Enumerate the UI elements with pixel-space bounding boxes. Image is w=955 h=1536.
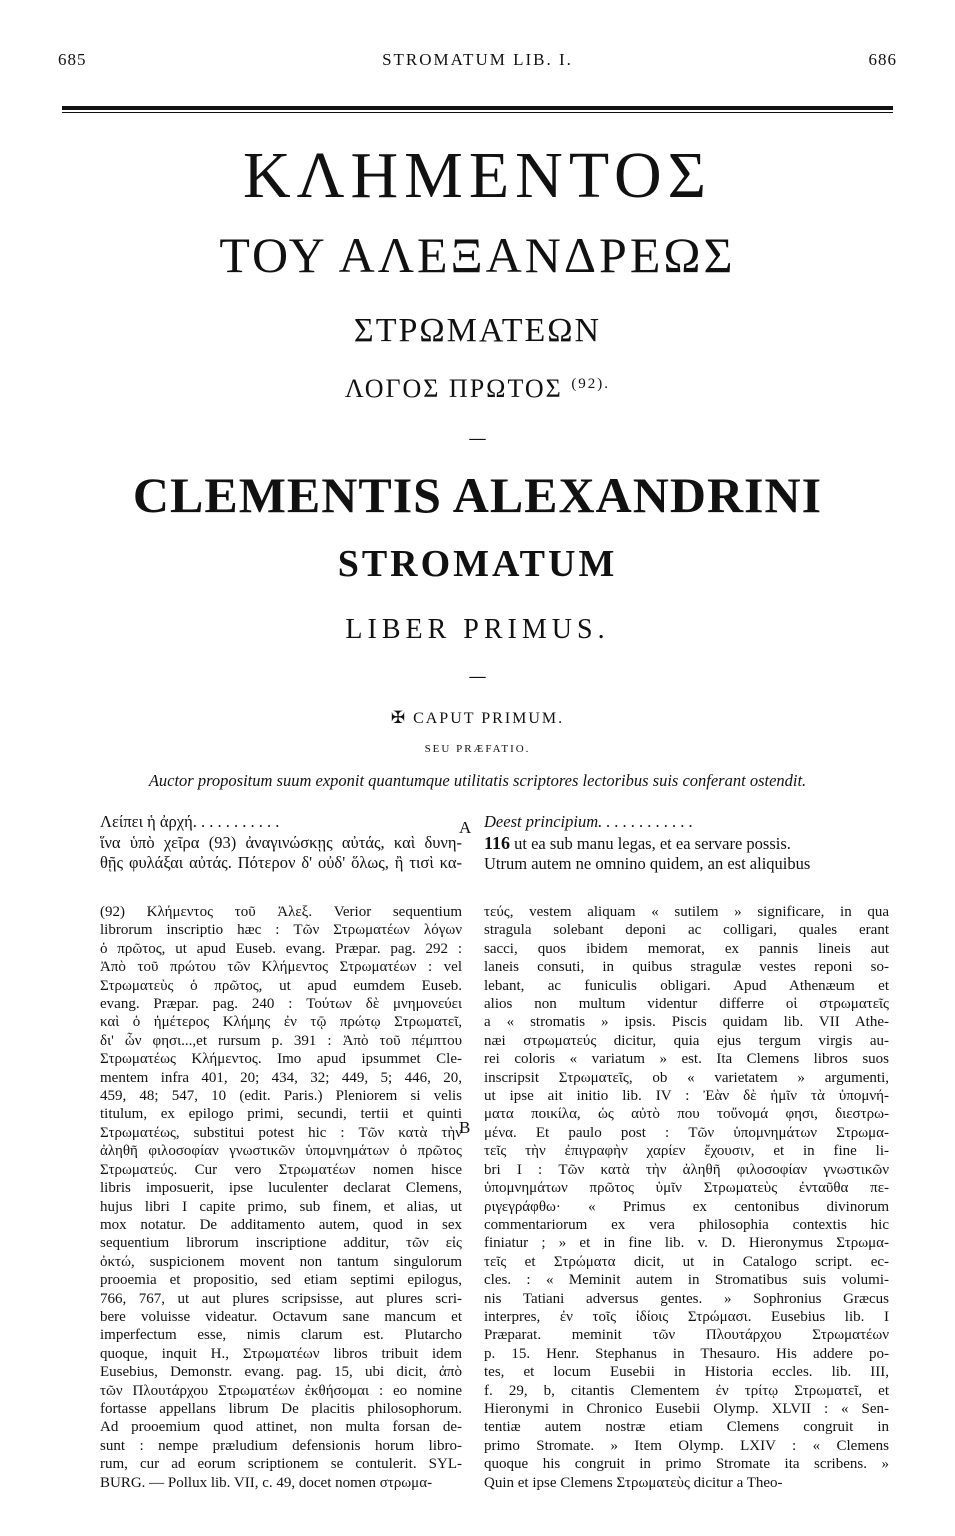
greek-line: Λείπει ἡ ἀρχή. . . . . . . . . . . <box>100 812 280 831</box>
footnote-line: libris imposuerit, ipse luculenter declarat Clemens, <box>100 1180 462 1197</box>
footnote-line: hujus libri I capite primo, sub finem, et alias, ut <box>100 1198 462 1215</box>
footnote-line: alios non multum videntur differre οἱ στρωματεῖς <box>484 996 889 1013</box>
page-number-left: 685 <box>58 50 87 69</box>
title-separator-dash-2: — <box>468 666 487 687</box>
footnote-line: Quin et ipse Clemens Στρωματεὺς dicitur a Theo- <box>484 1474 783 1491</box>
footnote-line: Στρωματέως, substitui potest hic : Τῶν κατὰ τὴν <box>100 1124 462 1141</box>
greek-book-title <box>0 374 955 404</box>
footnote-line: tes, et locum Eusebii in Historia eccles. lib. III, <box>484 1364 889 1381</box>
footnote-line: prooemia et propositio, sed etiam septimi epilogus, <box>100 1272 462 1289</box>
footnote-line: Ἀπὸ τοῦ πρώτου τῶν Κλήμεντος Στρωματέων : vel <box>100 959 462 976</box>
cross-icon: ✠ <box>390 708 408 727</box>
footnote-line: ἀληθῆ φιλοσοφίαν γνωστικῶν ὑπομνημάτων ὁ πρῶτος <box>100 1143 462 1160</box>
latin-text-column <box>484 812 889 875</box>
footnote-line: ὁ πρῶτος, ut apud Euseb. evang. Præpar. pag. 292 : <box>100 940 462 957</box>
latin-book-title: LIBER PRIMUS. <box>345 614 610 645</box>
footnotes-left-column <box>100 903 462 1492</box>
footnote-line: nis Tatiani adversus gentes. » Sophronius Græcus <box>484 1290 889 1307</box>
footnote-line: laneis consuti, in quibus stragulæ vestes reponi so- <box>484 959 889 976</box>
footnote-line: bere voluisse videatur. Octavum sane mancum et <box>100 1308 462 1325</box>
footnote-line: Præparat. meminit τῶν Πλουτάρχου Στρωματέων <box>484 1327 889 1344</box>
footnote-line: rei coloris « variatum » est. Ita Clemens libros suos <box>484 1051 889 1068</box>
footnote-line: finiatur ; » et in fine lib. v. D. Hieronymus Στρωμα- <box>484 1235 889 1252</box>
footnote-line: lebant, ac funiculis obligari. Apud Athenæum et <box>484 977 889 994</box>
footnote-line: Στρωματέως Κλήμεντος. Imo apud ipsummet Cle- <box>100 1051 462 1068</box>
footnote-line: f. 29, b, citantis Clementem ἐν τρίτῳ Στρωματεῖ, et <box>484 1382 889 1399</box>
footnote-line: BURG. — Pollux lib. VII, c. 49, docet nomen στρωμα- <box>100 1474 433 1491</box>
header-rule-thick <box>62 106 893 110</box>
footnote-line: ut ipse ait initio lib. IV : Ἐὰν δὲ ἡμῖν τὰ ὑπομνή- <box>484 1088 889 1105</box>
footnote-line: mox notatur. De additamento autem, quod in sex <box>100 1216 462 1233</box>
title-separator-dash: — <box>468 428 487 449</box>
footnote-line: bri I : Τῶν κατὰ τὴν ἀληθῆ φιλοσοφίαν γνωστικῶν <box>484 1161 889 1178</box>
footnote-line: 459, 48; 547, 10 (edit. Paris.) Pleniorem si velis <box>100 1088 462 1105</box>
greek-text-column <box>100 812 462 874</box>
footnote-line: titulum, ex epilogo primi, secundi, tertii et quinti <box>100 1106 462 1123</box>
footnote-line: stragula solebant deponi ac colligari, quales erant <box>484 922 889 939</box>
footnote-line: sunt : nempe præludium defensionis horum libro- <box>100 1437 462 1454</box>
footnote-line: (92) Κλήμεντος τοῦ Ἀλεξ. Verior sequentium <box>100 904 462 920</box>
footnote-line: evang. Præpar. pag. 240 : Τούτων δὲ μνημονεύει <box>100 996 462 1013</box>
chapter-subheading: SEU PRÆFATIO. <box>424 743 531 755</box>
footnote-line: sacci, quos ibidem memorat, ex pannis lineis aut <box>484 940 889 957</box>
page-number-right: 686 <box>868 50 897 69</box>
footnote-line: cles. : « Meminit autem in Stromatibus suis volumi- <box>484 1272 889 1289</box>
footnote-line: primo Stromate. » Item Olymp. LXIV : « Clemens <box>484 1437 889 1454</box>
footnote-line: a « stromatis » ipsis. Piscis quidam lib. VII Athe- <box>484 1014 889 1031</box>
greek-author-title: ΚΛΗΜΕΝΤΟΣ <box>242 139 713 212</box>
chapter-label: CAPUT PRIMUM. <box>413 710 565 727</box>
footnote-line: p. 15. Henr. Stephanus in Thesauro. His addere po- <box>484 1345 889 1362</box>
footnote-line: τῶν Πλουτάρχου Στρωματέων ἐκθήσομαι : eo nomine <box>100 1382 462 1399</box>
footnote-line: imperfectum esse, nimis clarum est. Plutarcho <box>100 1327 462 1344</box>
running-header <box>58 50 897 76</box>
footnote-line: τεῖς et Στρώματα dicit, ut in Catalogo script. ec- <box>484 1253 889 1270</box>
footnote-line: ματα ποικίλα, ὡς αὐτὸ που τοὔνομά φησι, διεστρω- <box>484 1106 889 1123</box>
footnote-line: interpres, ἐν τοῖς ἰδίοις Στρώμασι. Eusebius lib. I <box>484 1308 889 1325</box>
footnote-line: quoque, inquit H., Στρωματέων libros tribuit idem <box>100 1345 462 1362</box>
footnote-line: ὑπομνημάτων πρῶτος ὑμῖν Στρωματεὺς ἐνταῦθα πε- <box>484 1180 889 1197</box>
footnote-line: tentiæ autem nostræ etiam Clemens congruit in <box>484 1419 889 1436</box>
chapter-heading <box>0 708 955 728</box>
footnote-line: commentariorum ex vera philosophia contextis hic <box>484 1216 889 1233</box>
footnote-line: Στρωματεύς. Cur vero Στρωματέων nomen hisce <box>100 1161 462 1178</box>
greek-work-title: ΣΤΡΩΜΑΤΕΩΝ <box>353 312 602 349</box>
footnote-line: Hieronymi in Chronico Eusebii Olymp. XLVII : « Sen- <box>484 1400 889 1417</box>
footnote-line: ὀκτώ, suspicionem movent non tantum singulorum <box>100 1253 462 1270</box>
margin-marker-b: B <box>459 1118 471 1137</box>
header-rule-thin <box>62 112 893 113</box>
footnote-line: τεύς, vestem aliquam « sutilem » significare, in qua <box>484 904 889 920</box>
footnote-line: rum, cur ad eorum scriptionem se contulerit. SYL- <box>100 1456 462 1473</box>
footnote-line: καὶ ὁ ἡμέτερος Κλήμης ἐν τῷ πρώτῳ Στρωματεῖ, <box>100 1014 462 1031</box>
footnote-line: quoque his congruit in primo Stromate ita scribens. » <box>484 1456 889 1473</box>
greek-book-label: ΛΟΓΟΣ ΠΡΩΤΟΣ <box>344 374 563 403</box>
footnote-line: Eusebius, Demonstr. evang. pag. 15, ubi dicit, ἀπὸ <box>100 1364 462 1381</box>
footnotes-right-column <box>484 903 889 1492</box>
margin-marker-a: A <box>459 818 472 837</box>
latin-line: Utrum autem ne omnino quidem, an est aliquibus <box>484 854 811 873</box>
latin-work-title: STROMATUM <box>337 543 618 585</box>
footnote-line: ριγεγράφθω· « Primus ex centonibus divinorum <box>484 1198 889 1215</box>
footnote-line: μένα. Et paulo post : Τῶν ὑπομνημάτων Στρωμα- <box>484 1124 889 1141</box>
greek-line: θῇς φυλάξαι αὐτάς. Πότερον δ' οὐδ' ὅλως, ἢ τισὶ κα- <box>100 853 462 872</box>
latin-line: 116 ut ea sub manu legas, et ea servare possis. <box>484 832 791 853</box>
footnote-line: inscripsit Στρωματεῖς, ob « varietatem » argumenti, <box>484 1069 889 1086</box>
latin-line: Deest principium. . . . . . . . . . . . <box>484 812 693 831</box>
chapter-summary: Auctor propositum suum exponit quantumque utilitatis scriptores lectoribus suis conferant ostendit. <box>148 771 807 790</box>
footnote-line: librorum inscriptio hæc : Τῶν Στρωματέων λόγων <box>100 922 462 939</box>
latin-author-title: CLEMENTIS ALEXANDRINI <box>132 467 823 523</box>
footnote-line: Στρωματεὺς ὁ πρῶτος, ut apud eumdem Euseb. <box>100 977 462 994</box>
greek-place-title: ΤΟΥ ΑΛΕΞΑΝΔΡΕΩΣ <box>219 227 736 283</box>
footnote-line: Ad prooemium quod attinet, non multa forsan de- <box>100 1419 462 1436</box>
running-title: STROMATUM LIB. I. <box>382 50 573 69</box>
footnote-line: δι' ὧν φησι...,et rursum p. 391 : Ἀπὸ τοῦ πέμπτου <box>100 1032 462 1049</box>
footnote-line: fortasse appellans librum De placitis philosophorum. <box>100 1400 462 1417</box>
footnote-line: τεῖς τὴν ἐπιγραφὴν χαρίεν ἔχουσιν, et in fine li- <box>484 1143 889 1160</box>
column-number: 116 <box>484 832 511 853</box>
footnote-line: næi στρωματεύς dicitur, quia ejus tergum virgis au- <box>484 1032 889 1049</box>
footnote-line: mentem infra 401, 20; 434, 32; 449, 5; 446, 20, <box>100 1069 462 1086</box>
footnote-line: 766, 767, ut aut plures scripsisse, aut plures scri- <box>100 1290 462 1307</box>
greek-line: ἵνα ὑπὸ χεῖρα (93) ἀναγινώσκῃς αὐτάς, καὶ δυνη- <box>100 832 462 852</box>
footnote-line: sequentium librorum inscriptione additur, τῶν εἰς <box>100 1235 462 1252</box>
footnote-ref-92: (92). <box>571 376 611 392</box>
